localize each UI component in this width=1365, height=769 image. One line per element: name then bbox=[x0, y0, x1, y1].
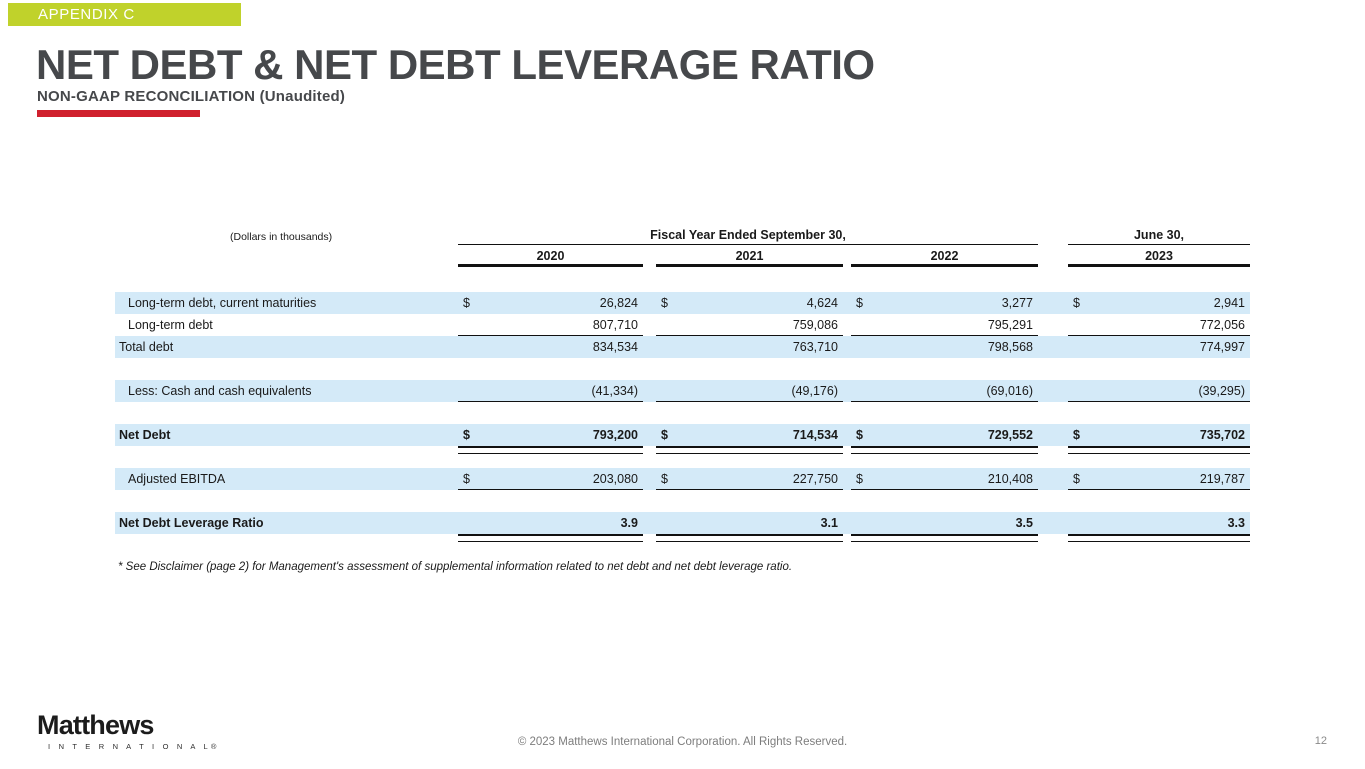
value-cell: 774,997 bbox=[1199, 340, 1245, 354]
value-cell: $ 26,824 bbox=[463, 296, 638, 310]
year-header-2023: 2023 bbox=[1068, 249, 1250, 267]
value-cell: 795,291 bbox=[851, 314, 1038, 336]
appendix-label: APPENDIX C bbox=[38, 6, 135, 23]
copyright-text: © 2023 Matthews International Corporation. All Rights Reserved. bbox=[517, 736, 848, 748]
units-note: (Dollars in thousands) bbox=[230, 231, 333, 243]
value-cell: 3.9 bbox=[458, 512, 643, 534]
logo-wordmark: Matthews bbox=[37, 710, 154, 740]
value-cell: (39,295) bbox=[1068, 380, 1250, 402]
page-title: NET DEBT & NET DEBT LEVERAGE RATIO bbox=[36, 41, 875, 88]
dollar-sign: $ bbox=[856, 471, 863, 486]
dollar-sign: $ bbox=[463, 296, 470, 310]
row-label: Long-term debt, current maturities bbox=[128, 296, 317, 310]
value-cell: 759,086 bbox=[656, 314, 843, 336]
year-header-2022: 2022 bbox=[851, 249, 1038, 267]
year-header-2020: 2020 bbox=[458, 249, 643, 267]
value-cell: 807,710 bbox=[458, 314, 643, 336]
value-cell: $ 714,534 bbox=[656, 424, 843, 446]
value-cell: $ 210,408 bbox=[851, 468, 1038, 490]
value-cell: $ 4,624 bbox=[661, 296, 838, 310]
value-cell: 763,710 bbox=[792, 340, 838, 354]
dollar-sign: $ bbox=[661, 428, 668, 442]
column-group-fiscal-year: Fiscal Year Ended September 30, bbox=[458, 228, 1038, 245]
year-header-2021: 2021 bbox=[656, 249, 843, 267]
table-row-long-term-debt-current bbox=[115, 292, 1250, 314]
value-cell: 834,534 bbox=[592, 340, 638, 354]
table-row-net-debt bbox=[115, 424, 1250, 446]
logo-subtext: I N T E R N A T I O N A L® bbox=[48, 742, 220, 751]
value-cell: $ 793,200 bbox=[458, 424, 643, 446]
dollar-sign: $ bbox=[856, 428, 863, 442]
accent-bar bbox=[37, 110, 200, 117]
value-cell: (49,176) bbox=[656, 380, 843, 402]
value-cell: 772,056 bbox=[1068, 314, 1250, 336]
value-cell: $ 227,750 bbox=[656, 468, 843, 490]
value-cell: $ 729,552 bbox=[851, 424, 1038, 446]
row-label: Long-term debt bbox=[128, 318, 213, 332]
value-cell: $ 735,702 bbox=[1068, 424, 1250, 446]
financial-table bbox=[115, 292, 1250, 534]
row-label: Adjusted EBITDA bbox=[128, 472, 226, 486]
value-cell: (41,334) bbox=[458, 380, 643, 402]
dollar-sign: $ bbox=[1073, 471, 1080, 486]
dollar-sign: $ bbox=[661, 471, 668, 486]
page-subtitle: NON-GAAP RECONCILIATION (Unaudited) bbox=[37, 88, 346, 105]
row-label: Total debt bbox=[119, 340, 174, 354]
table-row-less-cash bbox=[115, 380, 1250, 402]
row-label: Less: Cash and cash equivalents bbox=[128, 384, 312, 398]
table-row-total-debt bbox=[115, 336, 1250, 358]
dollar-sign: $ bbox=[463, 471, 470, 486]
page-number: 12 bbox=[1314, 735, 1327, 747]
column-group-june: June 30, bbox=[1068, 228, 1250, 245]
table-row-adjusted-ebitda bbox=[115, 468, 1250, 490]
value-cell: (69,016) bbox=[851, 380, 1038, 402]
value-cell: $ 2,941 bbox=[1073, 296, 1245, 310]
dollar-sign: $ bbox=[856, 296, 863, 310]
value-cell: $ 219,787 bbox=[1068, 468, 1250, 490]
appendix-banner bbox=[8, 3, 241, 26]
value-cell: 798,568 bbox=[987, 340, 1033, 354]
footnote: * See Disclaimer (page 2) for Management's assessment of supplemental information related to net debt and net debt leverage ratio. bbox=[118, 561, 793, 573]
dollar-sign: $ bbox=[1073, 296, 1080, 310]
table-row-long-term-debt bbox=[115, 314, 1250, 336]
dollar-sign: $ bbox=[1073, 428, 1080, 442]
dollar-sign: $ bbox=[463, 428, 470, 442]
value-cell: 3.5 bbox=[851, 512, 1038, 534]
row-label: Net Debt bbox=[119, 428, 171, 442]
value-cell: 3.1 bbox=[656, 512, 843, 534]
dollar-sign: $ bbox=[661, 296, 668, 310]
value-cell: $ 203,080 bbox=[458, 468, 643, 490]
value-cell: 3.3 bbox=[1068, 512, 1250, 534]
value-cell: $ 3,277 bbox=[856, 296, 1033, 310]
table-row-net-debt-leverage-ratio bbox=[115, 512, 1250, 534]
row-label: Net Debt Leverage Ratio bbox=[119, 516, 264, 530]
